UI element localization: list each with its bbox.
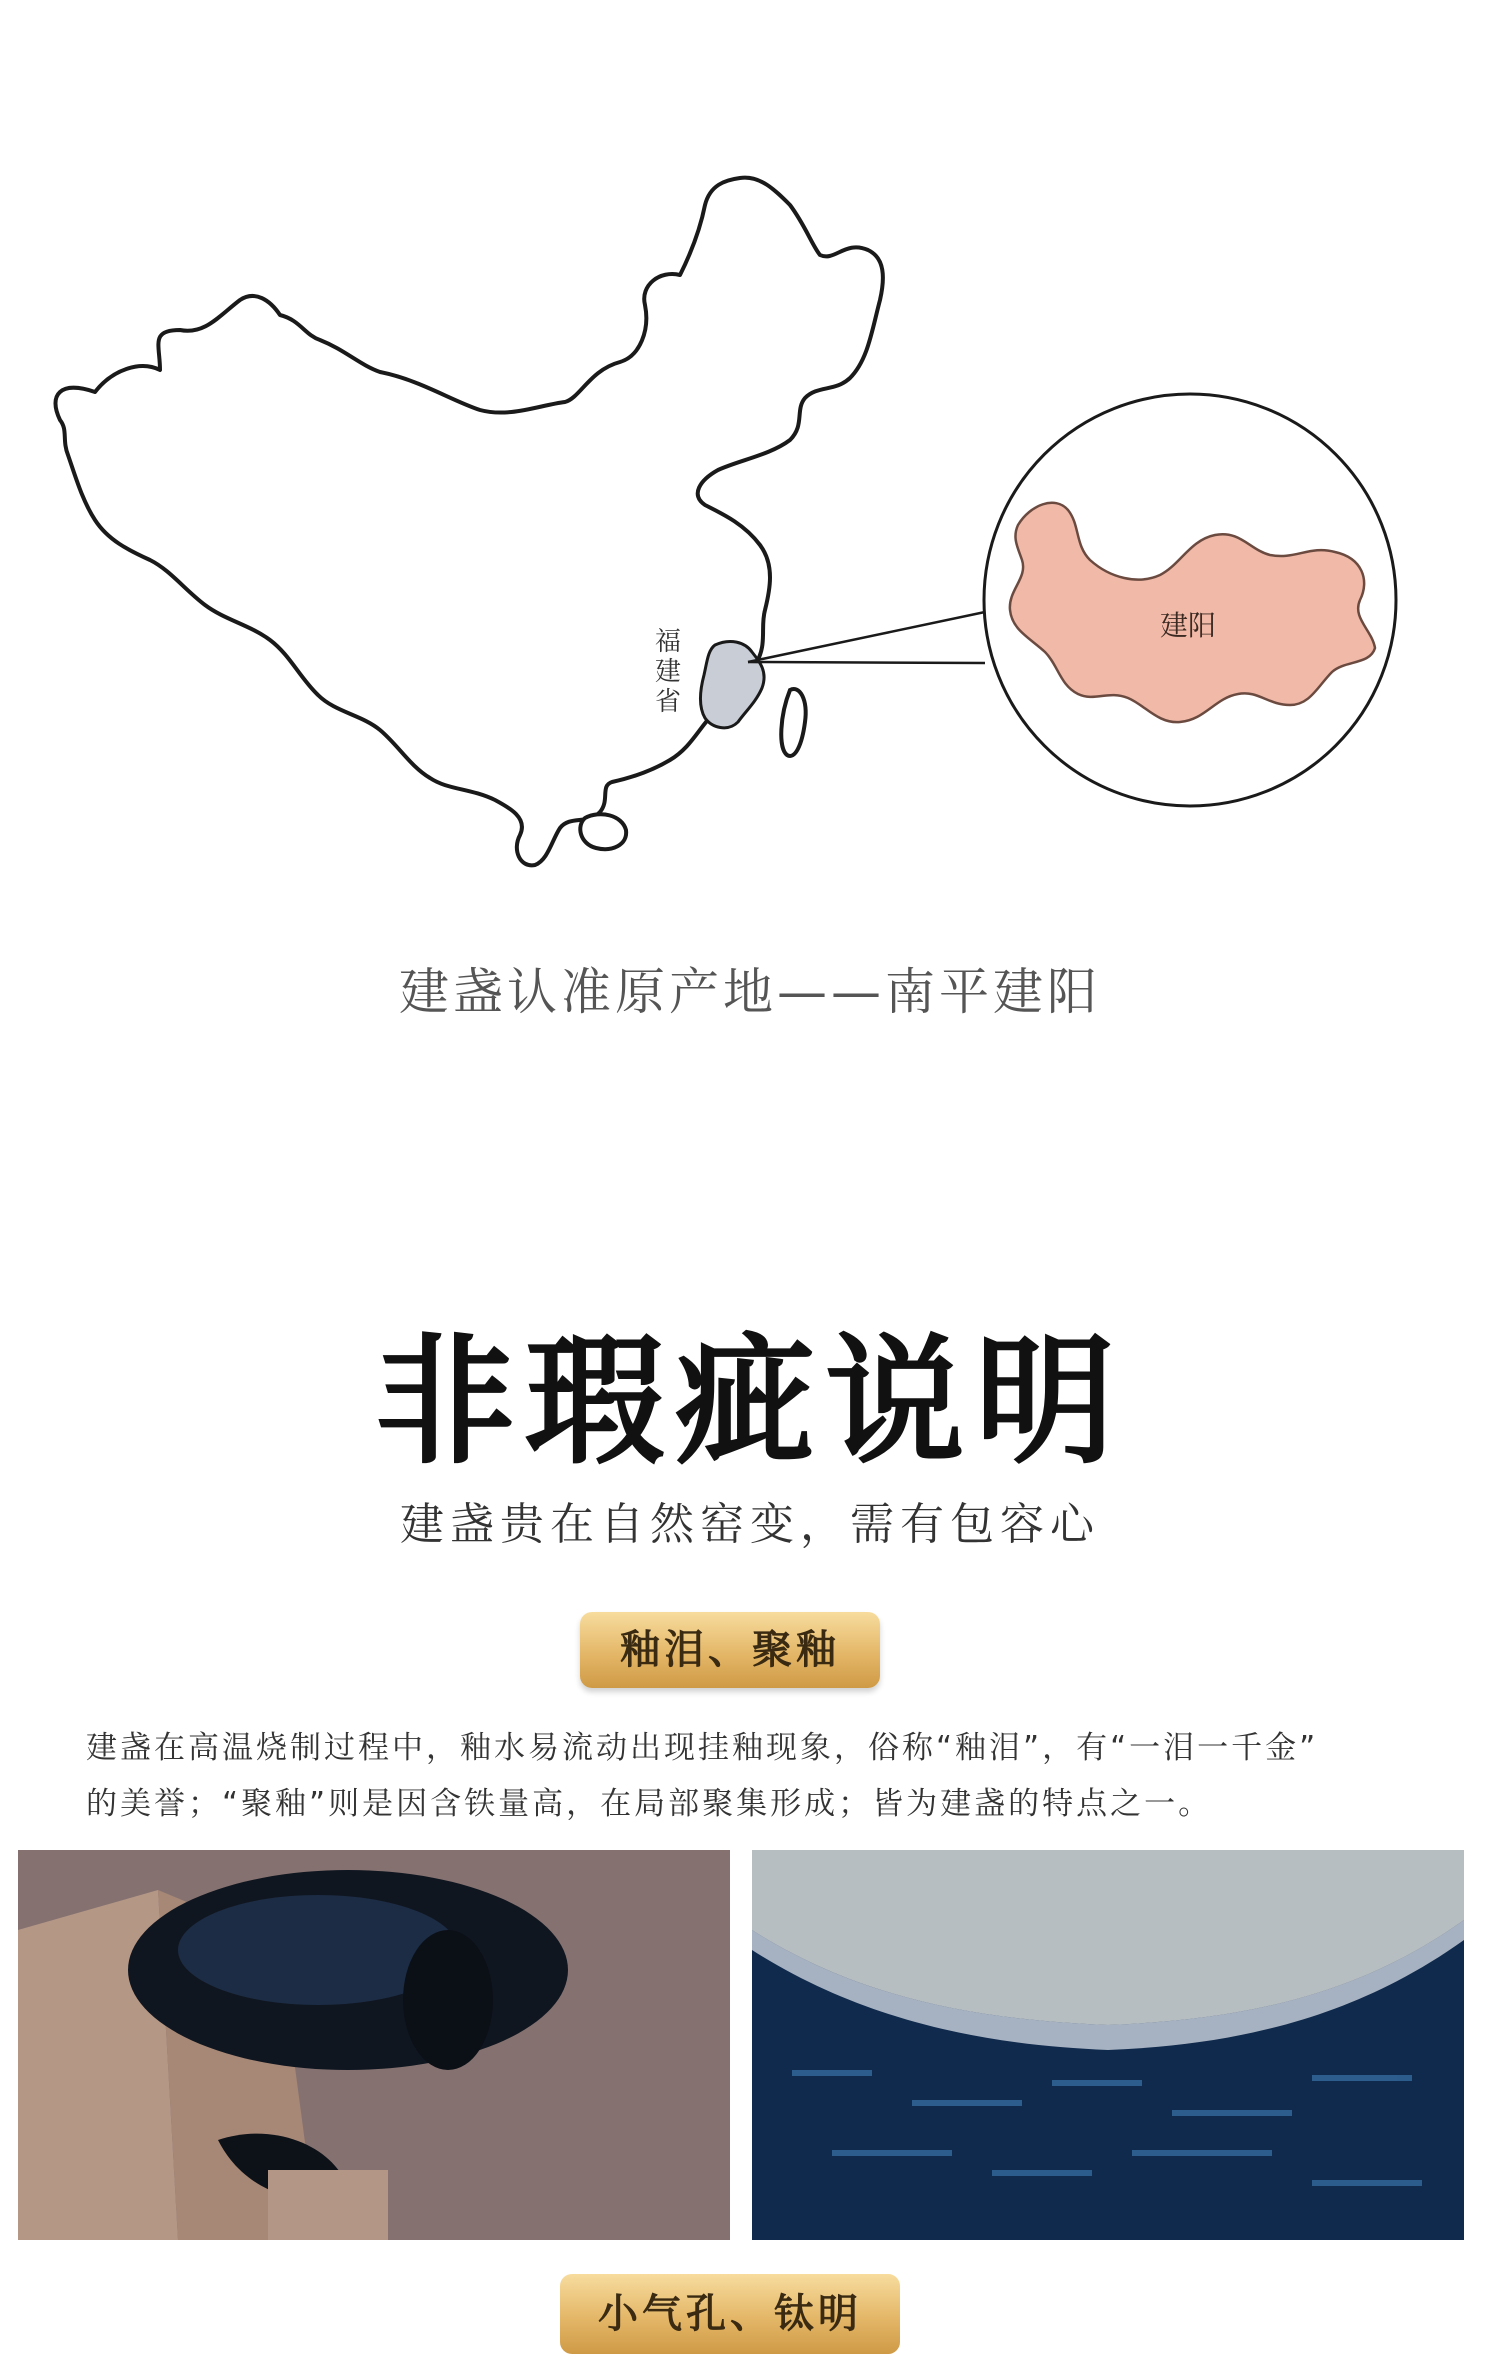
glaze-tears-badge: 釉泪、聚釉	[580, 1612, 880, 1688]
glaze-pooling-illustration	[752, 1850, 1464, 2240]
fujian-province	[700, 641, 764, 727]
svg-text:省: 省	[654, 687, 682, 717]
glaze-tear-photo	[18, 1850, 730, 2240]
description-line-1: 建盏在高温烧制过程中，釉水易流动出现挂釉现象，俗称“釉泪”，有“一泪一千金”	[86, 1730, 1319, 1766]
inset-label: 建阳	[1159, 609, 1217, 642]
svg-text:福: 福	[654, 627, 682, 657]
leader-line-bottom	[748, 662, 985, 663]
next-section-badge: 小气孔、钛明	[560, 2274, 900, 2354]
province-label	[655, 627, 681, 717]
glaze-description	[86, 1720, 1426, 1832]
glaze-pooling-photo	[752, 1850, 1464, 2240]
origin-caption: 建盏认准原产地——南平建阳	[399, 963, 1101, 1021]
hainan-outline	[580, 814, 626, 849]
leader-line-top	[748, 612, 985, 662]
glaze-tear-illustration	[18, 1850, 730, 2240]
section-subtitle: 建盏贵在自然窑变，需有包容心	[400, 1499, 1100, 1550]
taiwan-outline	[781, 689, 805, 756]
china-map	[0, 0, 1500, 900]
china-outline	[55, 178, 882, 866]
svg-text:建: 建	[654, 657, 682, 687]
section-title: 非瑕疵说明	[374, 1321, 1125, 1484]
description-line-2: 的美誉；“聚釉”则是因含铁量高，在局部聚集形成；皆为建盏的特点之一。	[86, 1786, 1213, 1822]
